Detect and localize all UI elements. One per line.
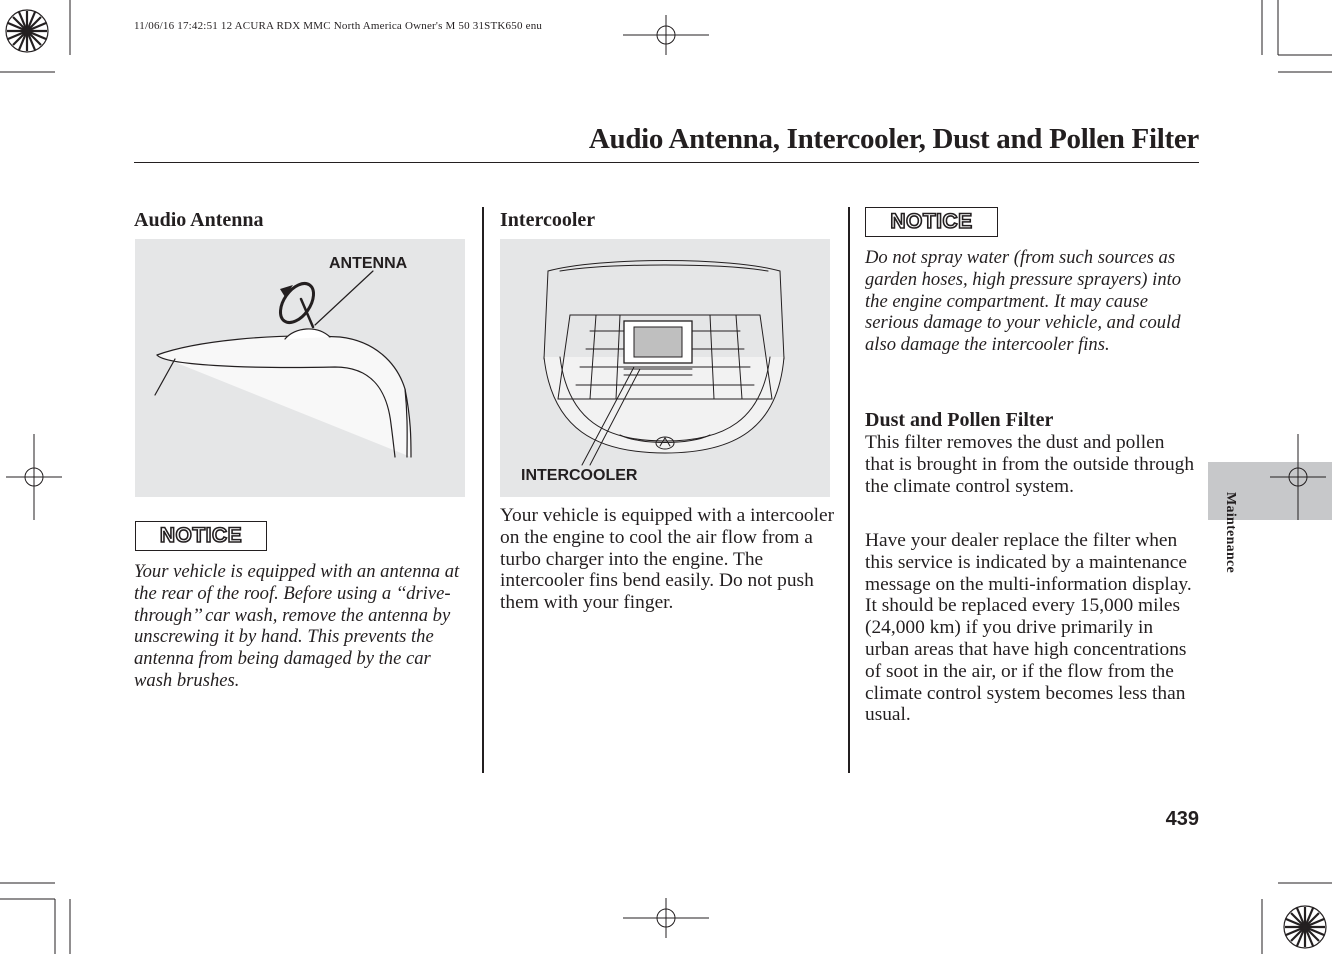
registration-target-icon (623, 898, 709, 938)
engine-bay-illustration (500, 239, 830, 497)
filter-paragraph-2: Have your dealer replace the filter when this service is indicated by a maintenance message on the multi-information display. It should be replaced every 15,000 miles (24,000 km) if you drive primarily in urban areas that have high concentrations of soot in the air, or if the flow from the climate control system becomes less than usual. (865, 530, 1192, 726)
notice-label: NOTICE (890, 210, 973, 233)
antenna-callout-label: ANTENNA (329, 255, 408, 272)
page-title: Audio Antenna, Intercooler, Dust and Pollen Filter (588, 123, 1199, 155)
section-heading-dust-pollen-filter: Dust and Pollen Filter (865, 409, 1054, 431)
section-heading-intercooler: Intercooler (500, 209, 596, 231)
section-tab-label: Maintenance (1223, 492, 1238, 574)
roof-illustration (135, 239, 465, 497)
antenna-figure (135, 239, 465, 497)
registration-target-icon (1270, 434, 1326, 520)
intercooler-callout-label: INTERCOOLER (521, 467, 638, 484)
column-divider (482, 207, 484, 773)
intercooler-figure (500, 239, 830, 497)
notice-badge (865, 207, 998, 237)
notice-badge (135, 521, 267, 551)
registration-target-icon (6, 434, 62, 520)
registration-target-icon (4, 8, 50, 54)
antenna-notice-text: Your vehicle is equipped with an antenna at the rear of the roof. Before using a ‘‘drive-through’’ car wash, remove the antenna by unscrewing it by hand. This prevents the antenna from being damaged by the car wash brushes. (134, 561, 460, 691)
section-heading-audio-antenna: Audio Antenna (134, 209, 264, 231)
notice-label: NOTICE (159, 524, 243, 547)
registration-target-icon (623, 15, 709, 55)
filter-paragraph-1: This filter removes the dust and pollen that is brought in from the outside through the climate control system. (865, 432, 1195, 497)
water-spray-notice-text: Do not spray water (from such sources as garden hoses, high pressure sprayers) into the engine compartment. It may cause serious damage to your vehicle, and could also damage the intercooler fins. (865, 247, 1182, 356)
print-header: 11/06/16 17:42:51 12 ACURA RDX MMC North America Owner's M 50 31STK650 enu (134, 20, 543, 32)
column-divider (848, 207, 850, 773)
intercooler-body-text: Your vehicle is equipped with a intercooler on the engine to cool the air flow from a turbo charger into the engine. The intercooler fins bend easily. Do not push them with your finger. (500, 505, 835, 614)
antenna-rotation-icon (274, 278, 321, 329)
registration-target-icon (1282, 904, 1328, 950)
title-rule (134, 162, 1199, 163)
page-number: 439 (1165, 808, 1199, 830)
